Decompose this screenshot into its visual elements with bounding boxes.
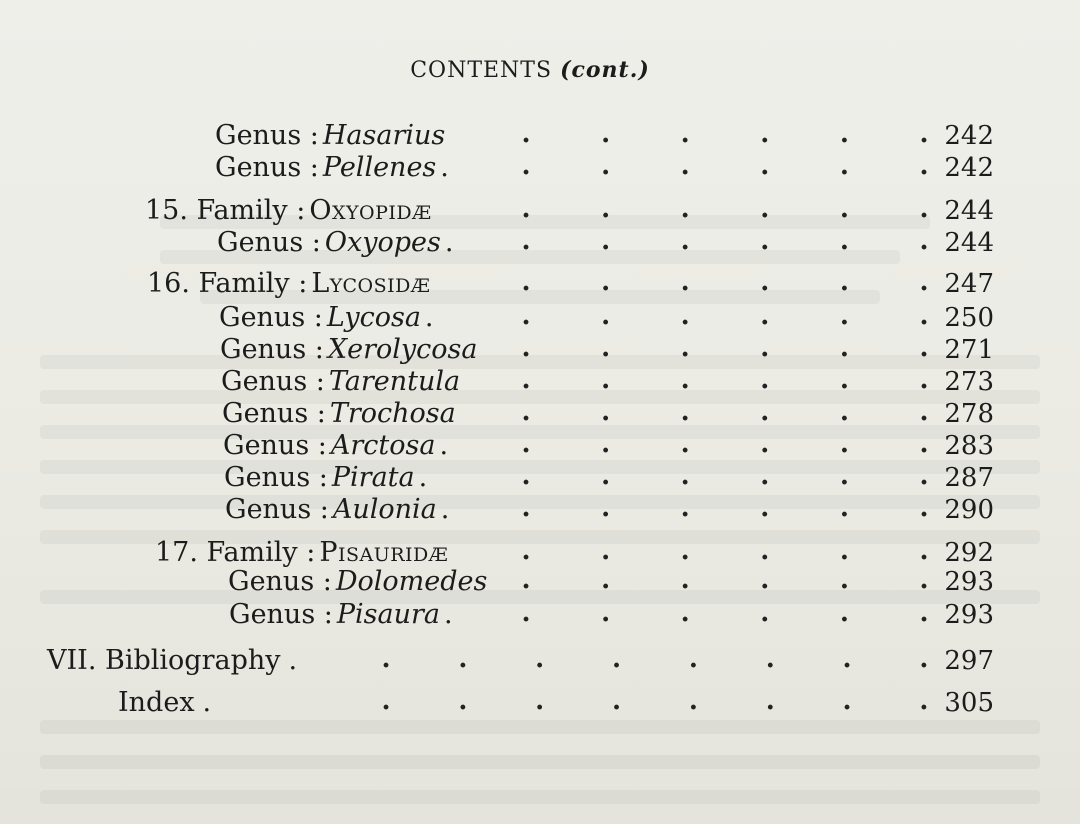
entry-name: Hasarius	[322, 120, 446, 151]
leader-dots: . . . . . .	[521, 151, 929, 181]
entry-tail: .	[444, 599, 453, 630]
entry-prefix: Genus :	[222, 398, 326, 429]
entry-name: Dolomedes	[335, 566, 488, 597]
entry-tail: .	[288, 645, 298, 676]
page-number: 283	[944, 431, 994, 461]
entry-name: Oxyopes	[324, 227, 441, 258]
entry-tail: .	[440, 494, 450, 525]
page-number: 242	[944, 153, 994, 183]
page-number: 278	[944, 399, 994, 429]
entry-name: Lycosidæ	[311, 268, 431, 299]
entry-name: Trochosa	[329, 398, 456, 429]
leader-dots: . . . . . .	[521, 565, 929, 595]
entry-prefix: Index	[118, 687, 195, 718]
entry-prefix: Genus :	[224, 462, 328, 493]
entry-prefix: Genus :	[221, 366, 325, 397]
entry-prefix: Genus :	[215, 152, 319, 183]
entry-prefix: Genus :	[223, 430, 327, 461]
entry-prefix: Genus :	[215, 120, 319, 151]
page-number: 293	[944, 567, 994, 597]
entry-name: Xerolycosa	[327, 334, 478, 365]
leader-dots: . . . . . . . .	[381, 644, 929, 674]
leader-dots: . . . . . .	[521, 493, 929, 523]
page-number: 271	[944, 335, 994, 365]
toc-entry	[0, 430, 1080, 462]
entry-name: Pisauridæ	[319, 537, 449, 568]
leader-dots: . . . . . .	[521, 194, 929, 224]
toc-entry	[0, 398, 1080, 430]
entry-tail: .	[424, 302, 434, 333]
entry-name: Pellenes	[322, 152, 437, 183]
entry-prefix: Genus :	[229, 599, 333, 630]
toc-entry	[0, 462, 1080, 494]
leader-dots: . . . . . . . .	[381, 686, 929, 716]
leader-dots: . . . . . .	[521, 598, 929, 628]
entry-tail: .	[418, 462, 428, 493]
page-number: 244	[944, 196, 994, 226]
page-number: 273	[944, 367, 994, 397]
toc-entry	[0, 687, 1080, 719]
entry-name: Lycosa	[326, 302, 421, 333]
entry-name: Pirata	[331, 462, 415, 493]
page-header	[0, 57, 1060, 83]
entry-tail: .	[440, 152, 449, 183]
entry-tail: .	[439, 430, 449, 461]
leader-dots: . . . . . .	[521, 226, 929, 256]
leader-dots: . . . . . .	[521, 301, 929, 331]
page-number: 244	[944, 228, 994, 258]
entry-tail: .	[444, 227, 454, 258]
entry-prefix: 15. Family :	[145, 195, 306, 226]
entry-prefix: Genus :	[228, 566, 332, 597]
header-cont: (cont.)	[560, 57, 650, 83]
entry-name: Aulonia	[332, 494, 437, 525]
toc-entry	[0, 152, 1080, 184]
toc-entry	[0, 302, 1080, 334]
toc-entry	[0, 120, 1080, 152]
page-number: 290	[944, 495, 994, 525]
toc-entry	[0, 268, 1080, 300]
entry-name: Tarentula	[328, 366, 461, 397]
leader-dots: . . . . . .	[521, 365, 929, 395]
page-number: 293	[944, 600, 994, 630]
page-number: 250	[944, 303, 994, 333]
page-number: 242	[944, 121, 994, 151]
entry-prefix: Genus :	[220, 334, 324, 365]
toc-entry	[0, 566, 1080, 598]
toc-entry	[0, 334, 1080, 366]
page-number: 297	[944, 646, 994, 676]
toc-entry	[0, 195, 1080, 227]
page-number: 247	[944, 269, 994, 299]
leader-dots: . . . . . .	[521, 397, 929, 427]
leader-dots: . . . . . .	[521, 429, 929, 459]
entry-prefix: Genus :	[225, 494, 329, 525]
entry-name: Pisaura	[336, 599, 441, 630]
entry-prefix: Genus :	[219, 302, 323, 333]
page-number: 287	[944, 463, 994, 493]
leader-dots: . . . . . .	[521, 536, 929, 566]
entry-prefix: Genus :	[217, 227, 321, 258]
header-title: CONTENTS	[410, 58, 553, 83]
leader-dots: . . . . . .	[521, 461, 929, 491]
entry-prefix: 16. Family :	[147, 268, 308, 299]
entry-prefix: VII. Bibliography	[47, 645, 281, 676]
leader-dots: . . . . . .	[521, 119, 929, 149]
toc-entry	[0, 366, 1080, 398]
toc-entry	[0, 494, 1080, 526]
entry-tail: .	[202, 687, 212, 718]
toc-entry	[0, 599, 1080, 631]
page-number: 305	[944, 688, 994, 718]
leader-dots: . . . . . .	[521, 333, 929, 363]
entry-prefix: 17. Family :	[155, 537, 316, 568]
toc-entry	[0, 227, 1080, 259]
page-number: 292	[944, 538, 994, 568]
entry-name: Arctosa	[330, 430, 436, 461]
toc-entry	[0, 645, 1080, 677]
entry-name: Oxyopidæ	[309, 195, 432, 226]
leader-dots: . . . . . .	[521, 267, 929, 297]
